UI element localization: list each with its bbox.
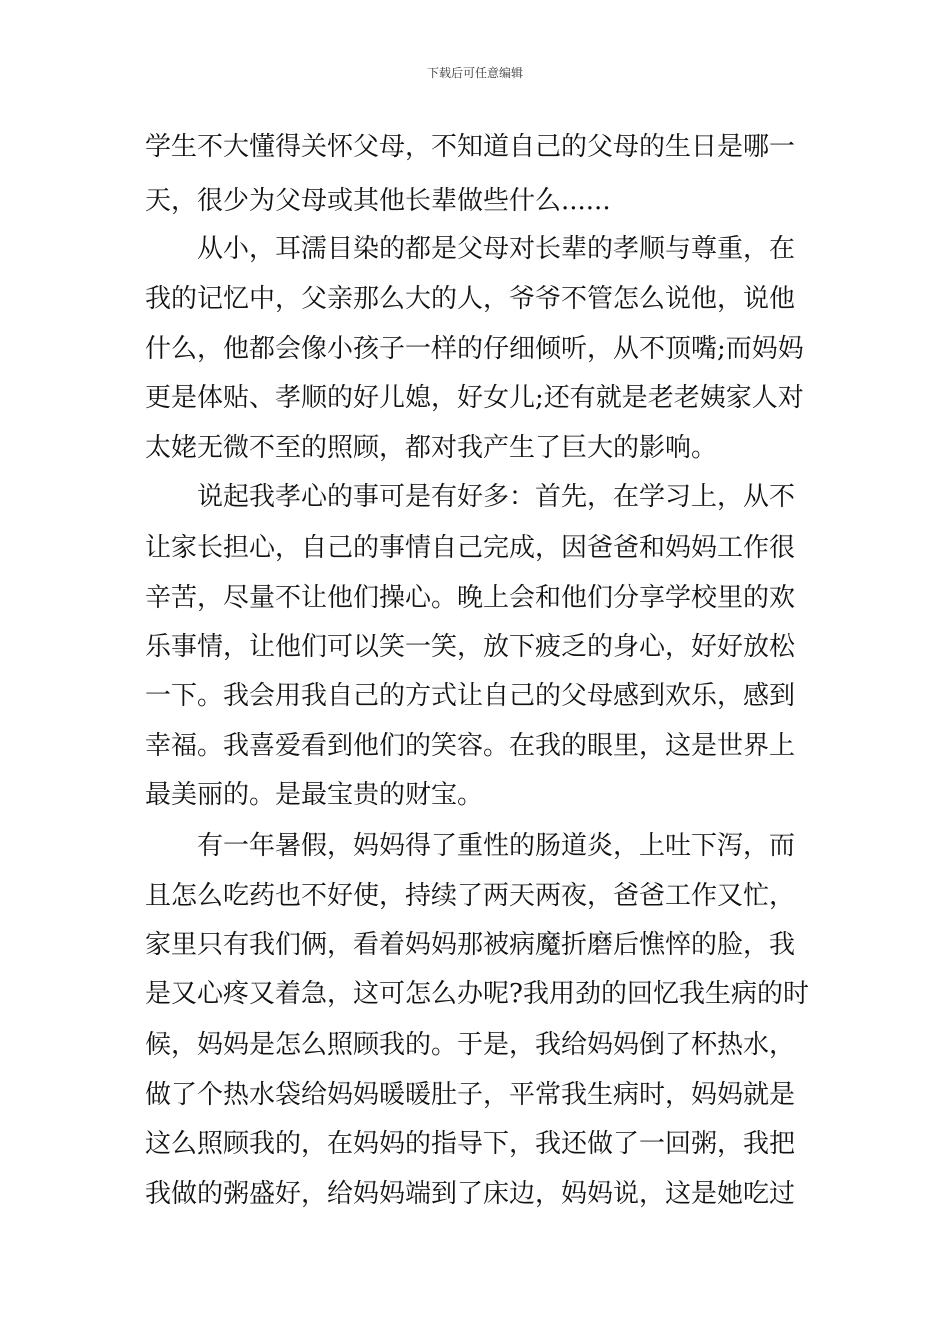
text-line: 我做的粥盛好，给妈妈端到了床边，妈妈说，这是她吃过 [145,1179,796,1209]
text-line: 辛苦，尽量不让他们操心。晚上会和他们分享学校里的欢 [145,583,796,613]
text-line: 候，妈妈是怎么照顾我的。于是，我给妈妈倒了杯热水， [145,1030,796,1060]
text-line: 做了个热水袋给妈妈暖暖肚子，平常我生病时，妈妈就是 [145,1080,796,1110]
text-line: 太姥无微不至的照顾，都对我产生了巨大的影响。 [145,433,718,463]
text-line: 学生不大懂得关怀父母，不知道自己的父母的生日是哪一 [145,132,796,162]
text-line: 更是体贴、孝顺的好儿媳，好女儿;还有就是老老姨家人对 [145,383,804,413]
text-line: 什么，他都会像小孩子一样的仔细倾听，从不顶嘴;而妈妈 [145,334,804,364]
text-line: 从小，耳濡目染的都是父母对长辈的孝顺与尊重，在 [145,234,796,264]
text-line: 让家长担心，自己的事情自己完成，因爸爸和妈妈工作很 [145,533,796,563]
text-line: 乐事情，让他们可以笑一笑，放下疲乏的身心，好好放松 [145,632,796,662]
text-line: 有一年暑假，妈妈得了重性的肠道炎，上吐下泻，而 [145,831,796,861]
text-line: 天，很少为父母或其他长辈做些什么...... [145,186,611,216]
page-header: 下载后可任意编辑 [426,66,523,80]
text-line: 这么照顾我的，在妈妈的指导下，我还做了一回粥，我把 [145,1129,796,1159]
text-line: 一下。我会用我自己的方式让自己的父母感到欢乐，感到 [145,681,796,711]
text-line: 说起我孝心的事可是有好多：首先，在学习上，从不 [145,482,796,512]
text-line: 是又心疼又着急，这可怎么办呢?我用劲的回忆我生病的时 [145,979,809,1009]
text-line: 且怎么吃药也不好使，持续了两天两夜，爸爸工作又忙， [145,881,796,911]
text-line: 家里只有我们俩，看着妈妈那被病魔折磨后憔悴的脸，我 [145,930,796,960]
text-line: 最美丽的。是最宝贵的财宝。 [145,780,484,810]
text-line: 我的记忆中，父亲那么大的人，爷爷不管怎么说他，说他 [145,284,796,314]
text-line: 幸福。我喜爱看到他们的笑容。在我的眼里，这是世界上 [145,731,796,761]
